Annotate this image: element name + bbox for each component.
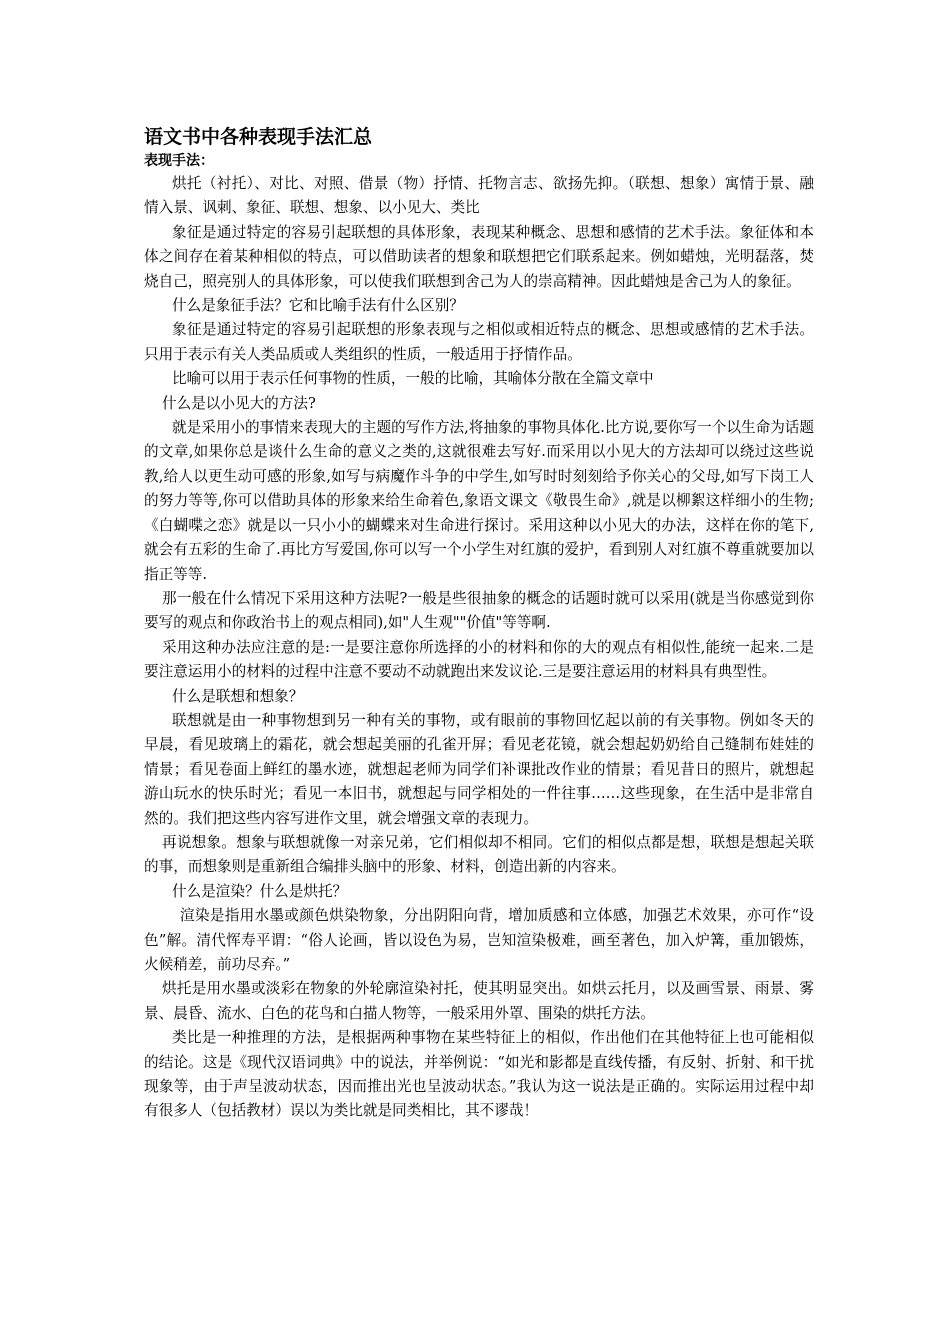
paragraph-symbolism-definition: 象征是通过特定的容易引起联想的形象表现与之相似或相近特点的概念、思想或感情的艺术手法。只用于表示有关人类品质或人类组织的性质，一般适用于抒情作品。 (144, 321, 814, 363)
paragraph-foil: 烘托是用水墨或淡彩在物象的外轮廓渲染衬托，使其明显突出。如烘云托月，以及画雪景、雨景、雾景、晨昏、流水、白色的花鸟和白描人物等，一般采用外罩、围染的烘托方法。 (144, 980, 814, 1022)
paragraph-when-to-use: 那一般在什么情况下采用这种方法呢?一般是些很抽象的概念的话题时就可以采用(就是当你感觉到你要写的观点和你政治书上的观点相同),如"人生观""价值"等等啊. (144, 589, 814, 632)
paragraph-techniques-list: 烘托（衬托）、对比、对照、借景（物）抒情、托物言志、欲扬先抑。（联想、想象）寓情于景、融情入景、讽刺、象征、联想、想象、以小见大、类比 (144, 175, 814, 217)
paragraph-symbolism: 象征是通过特定的容易引起联想的具体形象，表现某种概念、思想和感情的艺术手法。象征体和本体之间存在着某种相似的特点，可以借助读者的想象和联想把它们联系起来。例如蜡烛，光明磊落，焚烧自己，照亮别人的具体形象，可以使我们联想到舍己为人的崇高精神。因此蜡烛是舍己为人的象征。 (144, 223, 814, 290)
paragraph-small-to-large: 就是采用小的事情来表现大的主题的写作方法,将抽象的事物具体化.比方说,要你写一个以生命为话题的文章,如果你总是谈什么生命的意义之类的,这就很难去写好.而采用以小见大的方法却可以绕过这些说教,给人以更生动可感的形象,如写与病魔作斗争的中学生,如写时时刻刻给予你关心的父母,如写下岗工人的努力等等,你可以借助具体的形象来给生命着色,象语文课文《敬畏生命》,就是以柳絮这样细小的生物;《白蝴喋之恋》就是以一只小小的蝴蝶来对生命进行探讨。采用这种以小见大的办法，这样在你的笔下,就会有五彩的生命了.再比方写爱国,你可以写一个小学生对红旗的爱护，看到别人对红旗不尊重就要加以指正等等. (144, 419, 814, 583)
paragraph-analogy: 类比是一种推理的方法，是根据两种事物在某些特征上的相似，作出他们在其他特征上也可能相似的结论。这是《现代汉语词典》中的说法，并举例说：“如光和影都是直线传播，有反射、折射、和干扰现象等，由于声呈波动状态，因而推出光也呈波动状态。”我认为这一说法是正确的。实际运用过程中却有很多人（包括教材）误以为类比就是同类相比，其不谬哉！ (144, 1029, 814, 1120)
paragraph-notes: 采用这种办法应注意的是:一是要注意你所选择的小的材料和你的大的观点有相似性,能统一起来.二是要注意运用小的材料的过程中注意不要动不动就跑出来发议论.三是要注意运用的材料具有典型性。 (144, 638, 814, 681)
section-heading: 表现手法： (144, 153, 214, 169)
question-rendering-foil: 什么是渲染？什么是烘托？ (172, 882, 348, 900)
question-small-to-large: 什么是以小见大的方法? (162, 394, 316, 412)
paragraph-association: 联想就是由一种事物想到另一种有关的事物，或有眼前的事物回忆起以前的有关事物。例如冬天的早晨，看见玻璃上的霜花，就会想起美丽的孔雀开屏；看见老花镜，就会想起奶奶给自己缝制布娃娃的情景；看见卷面上鲜红的墨水迹，就想起老师为同学们补课批改作业的情景；看见昔日的照片，就想起游山玩水的快乐时光；看见一本旧书，就想起与同学相处的一件往事……这些现象，在生活中是非常自然的。我们把这些内容写进作文里，就会增强文章的表现力。 (144, 711, 814, 827)
paragraph-imagination: 再说想象。想象与联想就像一对亲兄弟，它们相似却不相同。它们的相似点都是想，联想是想起关联的事，而想象则是重新组合编排头脑中的形象、材料，创造出新的内容来。 (144, 833, 814, 876)
paragraph-metaphor: 比喻可以用于表示任何事物的性质，一般的比喻，其喻体分散在全篇文章中 (172, 370, 654, 388)
paragraph-rendering: 渲染是指用水墨或颜色烘染物象，分出阴阳向背，增加质感和立体感，加强艺术效果，亦可作“设色”解。清代恽寿平谓：“俗人论画，皆以设色为易，岂知渲染极难，画至著色，加入炉篝，重加锻炼，火候稍差，前功尽弃。” (144, 907, 814, 973)
document-body (144, 172, 814, 1124)
question-association-imagination: 什么是联想和想象？ (172, 687, 304, 705)
document-title: 语文书中各种表现手法汇总 (144, 126, 373, 148)
question-symbolism-vs-metaphor: 什么是象征手法？它和比喻手法有什么区别？ (172, 297, 464, 315)
